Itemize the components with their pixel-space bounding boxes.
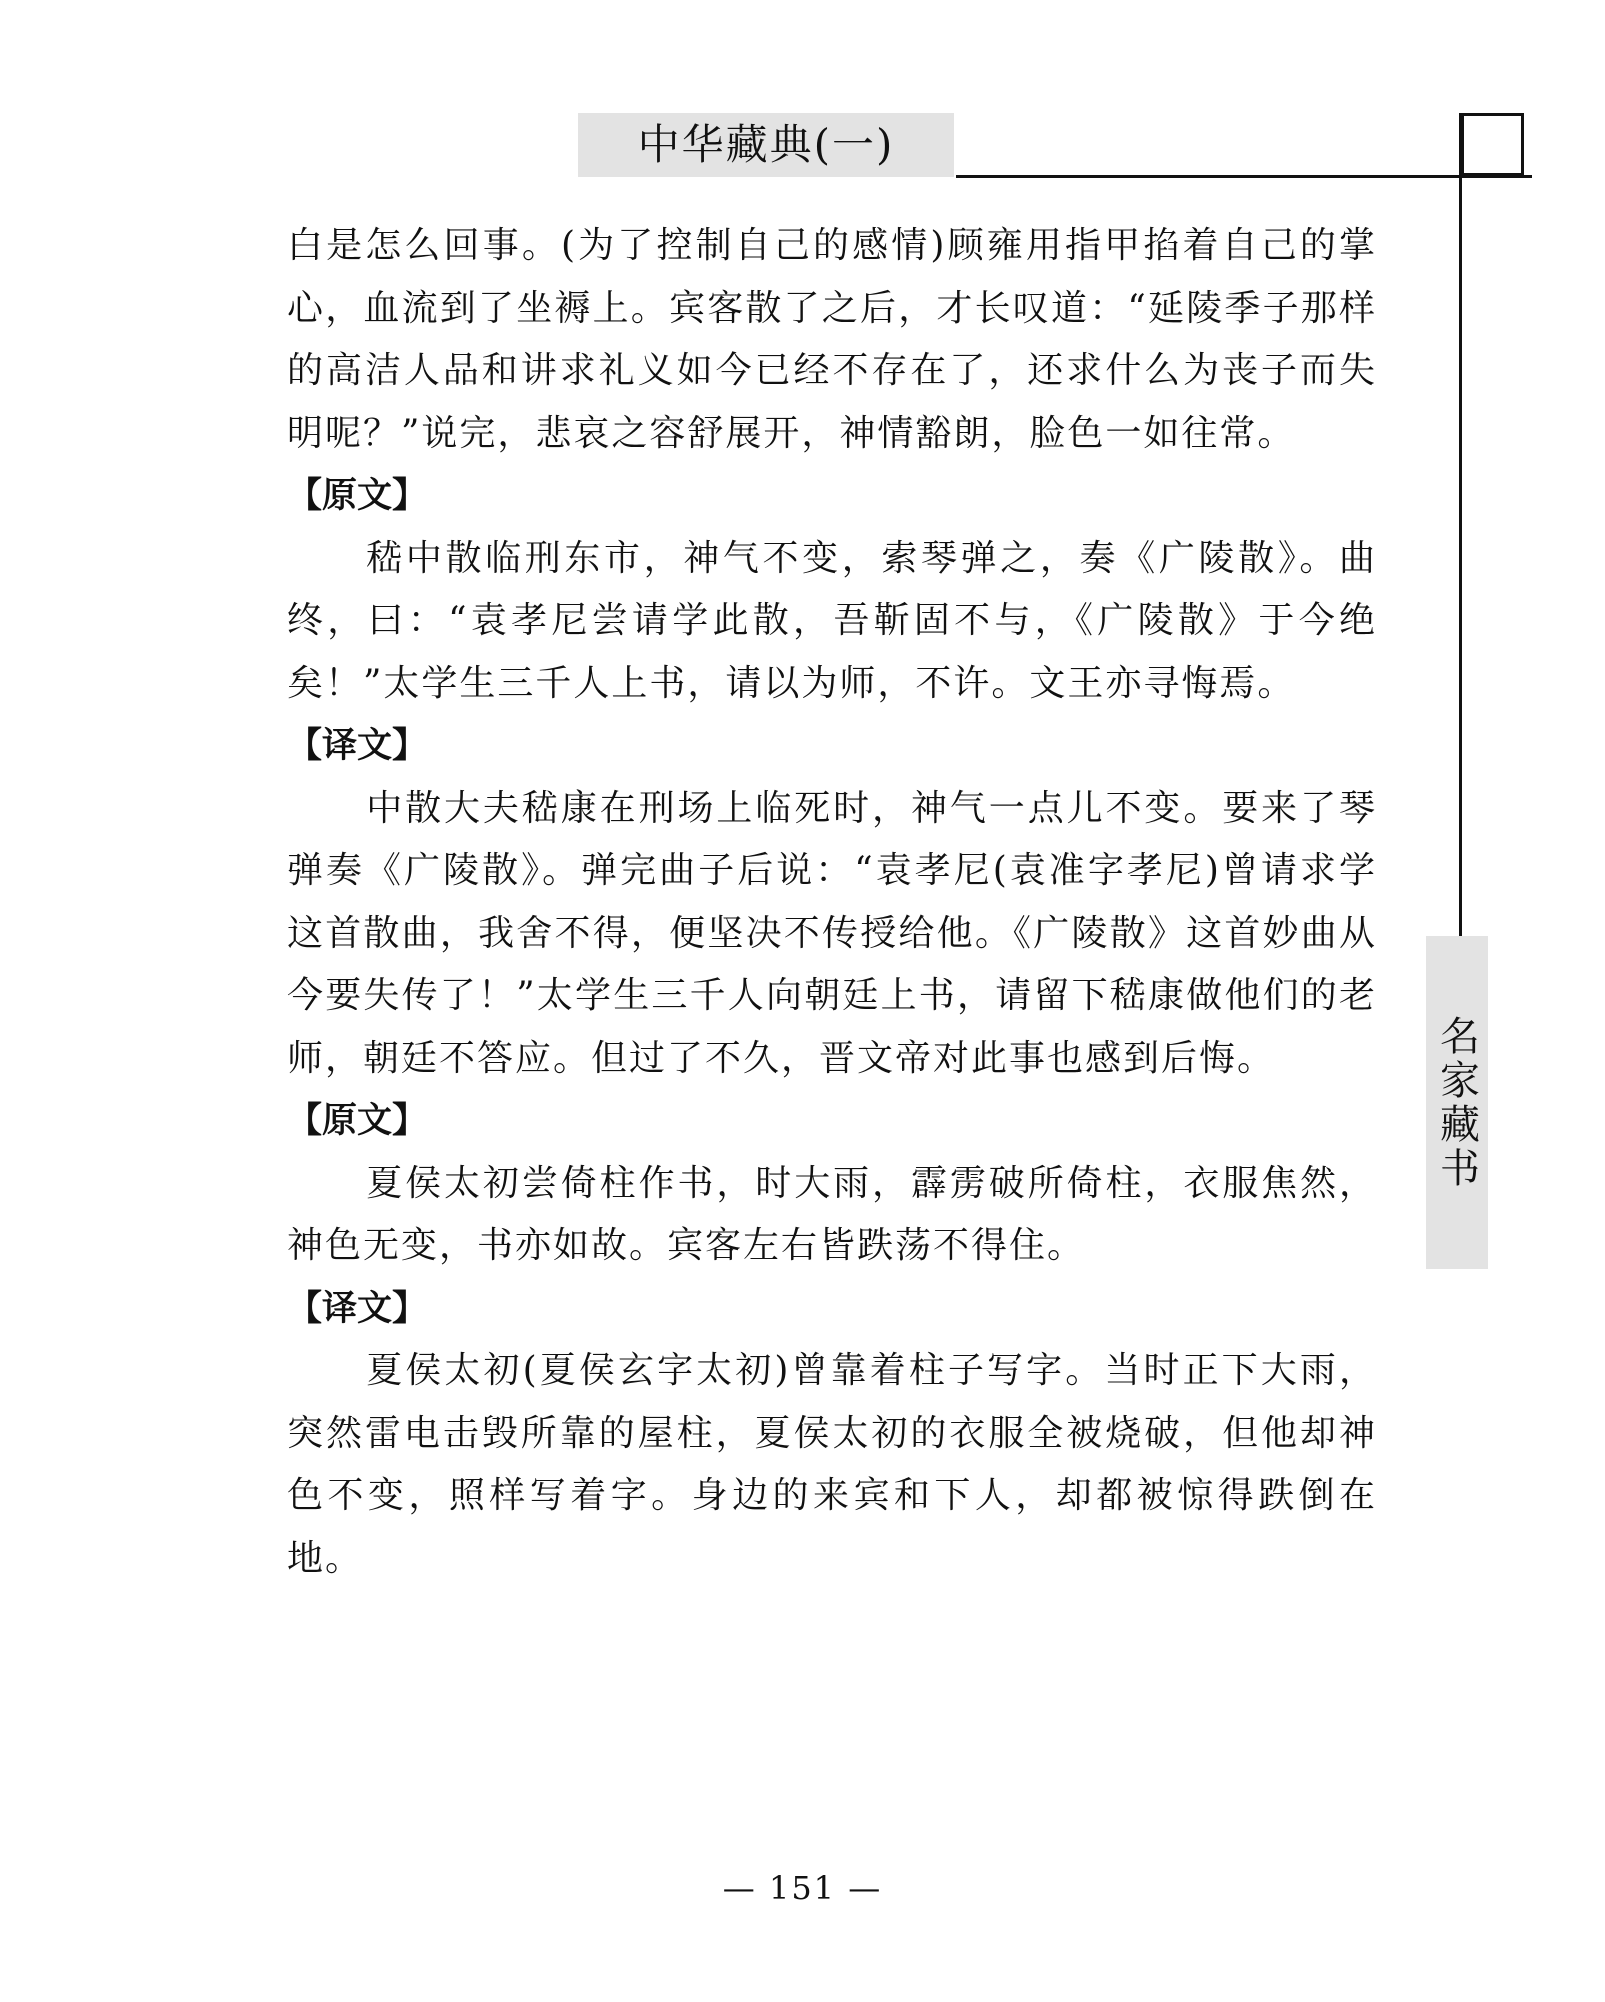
section-heading-translation-2: 【译文】 [287, 1288, 428, 1329]
side-tab [1426, 936, 1488, 1269]
side-tab-label: 名家藏书 [1433, 1014, 1480, 1191]
translation-paragraph: 中散大夫嵇康在刑场上临死时，神气一点儿不变。要来了琴弹奏《广陵散》。弹完曲子后说：“袁孝尼(袁准字孝尼)曾请求学这首散曲，我舍不得，便坚决不传授给他。《广陵散》这首妙曲从今要失传了！”太学生三千人向朝廷上书，请留下嵇康做他们的老师，朝廷不答应。但过了不久，晋文帝对此事也感到后悔。 [287, 787, 1377, 1079]
section-heading-translation: 【译文】 [287, 726, 428, 766]
continuation-paragraph: 白是怎么回事。(为了控制自己的感情)顾雍用指甲掐着自己的掌心，血流到了坐褥上。宾客散了之后，才长叹道：“延陵季子那样的高洁人品和讲求礼义如今已经不存在了，还求什么为丧子而失明呢？”说完，悲哀之容舒展开，神情豁朗，脸色一如往常。 [287, 225, 1377, 454]
original-text-paragraph-2: 夏侯太初尝倚柱作书，时大雨，霹雳破所倚柱，衣服焦然，神色无变，书亦如故。宾客左右皆跌荡不得住。 [287, 1162, 1377, 1266]
section-heading-original: 【原文】 [287, 476, 428, 516]
original-text-paragraph: 嵇中散临刑东市，神气不变，索琴弹之，奏《广陵散》。曲终，曰：“袁孝尼尝请学此散，吾靳固不与，《广陵散》于今绝矣！”太学生三千人上书，请以为师，不许。文王亦寻悔焉。 [287, 537, 1377, 704]
section-heading-original-2: 【原文】 [287, 1101, 428, 1141]
running-header-title: 中华藏典(一) [578, 113, 954, 177]
side-rule [1459, 113, 1462, 936]
page-body [287, 215, 1377, 1590]
header-corner-box [1461, 113, 1524, 176]
page-number: — 151 — [722, 1869, 883, 1907]
translation-paragraph-2: 夏侯太初(夏侯玄字太初)曾靠着柱子写字。当时正下大雨，突然雷电击毁所靠的屋柱，夏侯太初的衣服全被烧破，但他却神色不变，照样写着字。身边的来宾和下人，却都被惊得跌倒在地。 [287, 1350, 1377, 1579]
header-rule [956, 175, 1532, 178]
